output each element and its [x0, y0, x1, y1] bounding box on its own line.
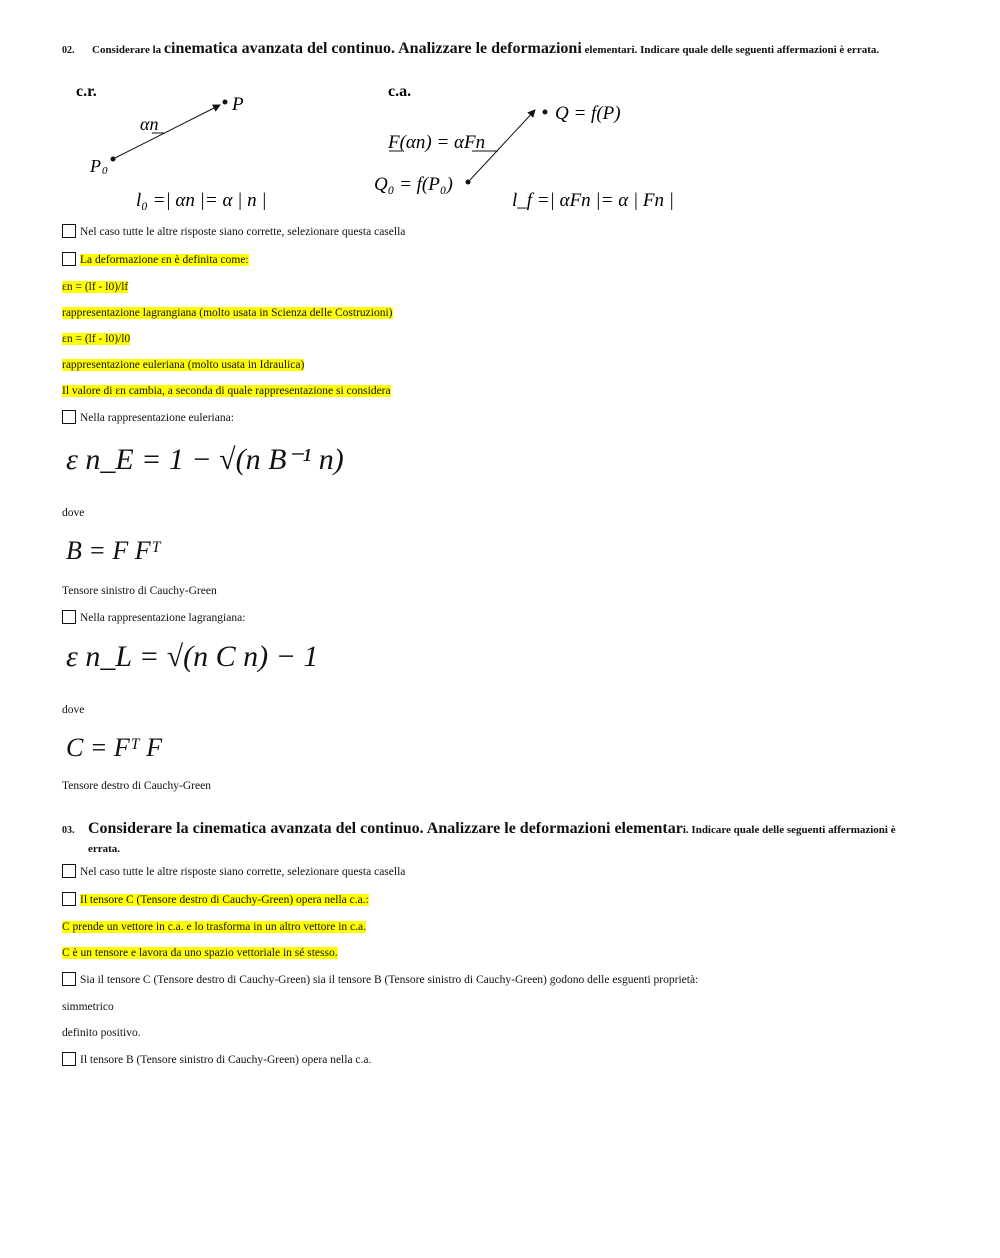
q03-option-3[interactable]: Sia il tensore C (Tensore destro di Cauchy-Green) sia il tensore B (Tensore sinistro di Cauchy-Green) godono delle esguenti proprietà: [62, 972, 698, 987]
checkbox[interactable] [62, 610, 76, 624]
label-p: P [232, 94, 244, 115]
checkbox[interactable] [62, 410, 76, 424]
point-q [543, 110, 548, 115]
q03-option-1[interactable]: Nel caso tutte le altre risposte siano corrette, selezionare questa casella [62, 864, 405, 879]
ca-label: c.a. [388, 83, 412, 100]
point-p [223, 100, 228, 105]
vector-alpha-n [115, 105, 220, 158]
checkbox[interactable] [62, 864, 76, 878]
f-equation: F(αn) = αFn [388, 132, 486, 153]
question-text-part1: Considerare la [92, 44, 164, 56]
equation-epsilon-eulerian: ε n_E = 1 − √(n B⁻¹ n) [66, 443, 344, 476]
l0-equation: l₀ =| αn |= α | n | [136, 190, 267, 211]
cauchy-green-left-label: Tensore sinistro di Cauchy-Green [62, 585, 217, 597]
q02-line-epsilon-lf: εn = (lf - l0)/lf [62, 281, 129, 293]
question-text-part3: elementari. Indicare quale delle seguenti affermazioni è errata. [581, 44, 880, 56]
q03-line-c-tensor: C è un tensore e lavora da uno spazio vettoriale in sé stesso. [62, 947, 338, 959]
checkbox[interactable] [62, 972, 76, 986]
label-p0: P [90, 156, 101, 176]
equation-epsilon-lagrangian: ε n_L = √(n C n) − 1 [66, 640, 319, 673]
q-equation: Q = f(P) [555, 103, 621, 124]
q02-line-value-changes: Il valore di εn cambia, a seconda di quale rappresentazione si considera [62, 385, 391, 397]
q03-line-positive-definite: definito positivo. [62, 1027, 141, 1039]
cr-label: c.r. [76, 83, 97, 100]
q03-option-2[interactable]: Il tensore C (Tensore destro di Cauchy-Green) opera nella c.a.: [62, 892, 369, 907]
point-q0 [466, 180, 471, 185]
equation-c-tensor: C = Fᵀ F [66, 733, 163, 762]
checkbox[interactable] [62, 252, 76, 266]
q02-option-1[interactable]: Nel caso tutte le altre risposte siano corrette, selezionare questa casella [62, 224, 405, 239]
cauchy-green-right-label: Tensore destro di Cauchy-Green [62, 780, 211, 792]
q02-dove-1: dove [62, 507, 85, 519]
q03-line-symmetric: simmetrico [62, 1001, 114, 1013]
q02-line-epsilon-l0: εn = (lf - l0)/l0 [62, 333, 131, 345]
svg-text:0: 0 [102, 165, 108, 177]
q02-option-2[interactable]: La deformazione εn è definita come: [62, 252, 249, 267]
point-p0 [111, 157, 116, 162]
q02-line-eulerian: rappresentazione euleriana (molto usata in Idraulica) [62, 359, 305, 371]
q03-option-4[interactable]: Il tensore B (Tensore sinistro di Cauchy-Green) opera nella c.a. [62, 1052, 371, 1067]
question-number: 02. [62, 45, 75, 56]
question-text-part2: cinematica avanzata del continuo. Analizzare le deformazioni [163, 40, 582, 57]
q03-line-c-vector: C prende un vettore in c.a. e lo trasforma in un altro vettore in c.a. [62, 921, 367, 933]
question-03-header: 03. Considerare la cinematica avanzata del continuo. Analizzare le deformazioni elementari. Indicare quale delle seguenti affermazioni è errata. [62, 820, 896, 855]
lf-equation: l_f =| αFn |= α | Fn | [512, 190, 675, 211]
checkbox[interactable] [62, 1052, 76, 1066]
q02-option-4[interactable]: Nella rappresentazione lagrangiana: [62, 610, 245, 625]
label-alpha-n: αn [140, 114, 159, 134]
equation-b-tensor: B = F Fᵀ [66, 536, 161, 565]
kinematics-diagram [60, 72, 700, 217]
question-number: 03. [62, 825, 75, 836]
q02-dove-2: dove [62, 704, 85, 716]
q02-line-lagrangian: rappresentazione lagrangiana (molto usata in Scienza delle Costruzioni) [62, 307, 393, 319]
q02-option-3[interactable]: Nella rappresentazione euleriana: [62, 410, 234, 425]
checkbox[interactable] [62, 892, 76, 906]
checkbox[interactable] [62, 224, 76, 238]
q0-equation: Q₀ = f(P₀) [374, 174, 453, 195]
question-02-header [62, 40, 972, 58]
